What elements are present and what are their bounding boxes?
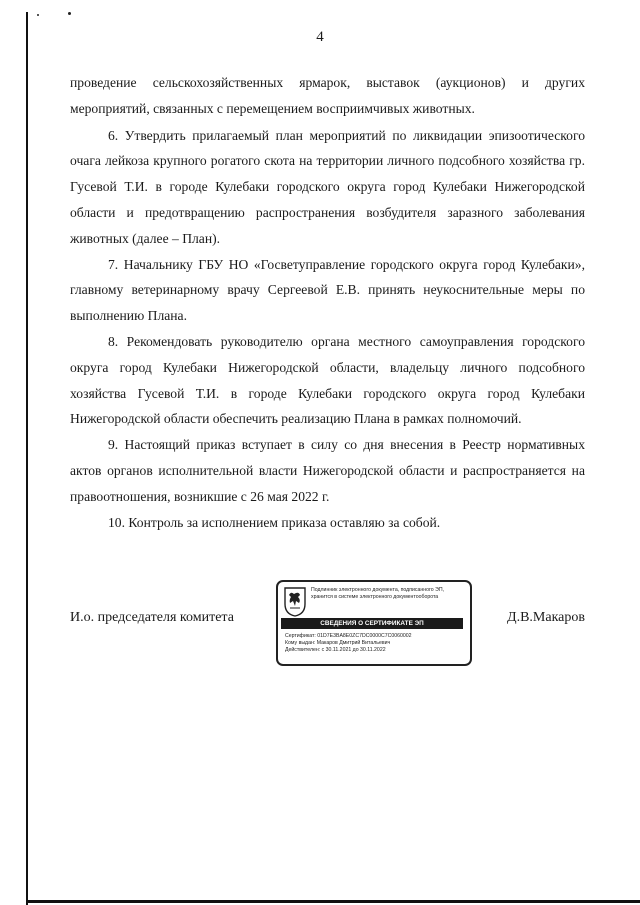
electronic-signature-stamp <box>276 580 472 666</box>
paragraph: 7. Начальнику ГБУ НО «Госветуправление городского округа город Кулебаки», главному ветеринарному врачу Сергеевой Е.В. принять неукоснительные меры по выполнению Плана. <box>70 256 585 324</box>
stamp-heading: СВЕДЕНИЯ О СЕРТИФИКАТЕ ЭП <box>281 618 463 629</box>
scan-edge-left <box>26 12 28 905</box>
paragraph: проведение сельскохозяйственных ярмарок, выставок (аукционов) и других мероприятий, связанных с перемещением восприимчивых животных. <box>70 75 585 116</box>
paragraph: 9. Настоящий приказ вступает в силу со дня внесения в Реестр нормативных актов органов исполнительной власти Нижегородской области и распространяется на правоотношения, возникшие с 26 мая 2022 г. <box>70 437 585 504</box>
stamp-certificate: Сертификат: 01D7E3BA8E0ZC7DC0000C7C0060002 <box>285 633 412 639</box>
paragraph: 8. Рекомендовать руководителю органа местного самоуправления городского округа город Кулебаки Нижегородской области, владельцу личного подсобного хозяйства Гусевой Т.И. в городе Кулебаки городского округа город Кулебаки Нижегородской области обеспечить реализацию Плана в рамках полномочий. <box>70 333 585 427</box>
scan-speck <box>68 12 71 15</box>
signer-name: Д.В.Макаров <box>507 610 585 625</box>
scan-speck <box>37 14 39 16</box>
signature-block <box>70 580 585 665</box>
stamp-issued-to: Кому выдан: Макаров Дмитрий Витальевич <box>285 640 391 646</box>
stamp-validity: Действителен: с 30.11.2021 до 30.11.2022 <box>285 647 386 653</box>
scan-edge-bottom <box>26 900 640 903</box>
coat-of-arms-icon <box>284 587 306 617</box>
paragraph: 10. Контроль за исполнением приказа оставляю за собой. <box>108 514 441 530</box>
paragraph: 6. Утвердить прилагаемый план мероприятий по ликвидации эпизоотического очага лейкоза крупного рогатого скота на территории личного подсобного хозяйства гр. Гусевой Т.И. в городе Кулебаки городского округа город Кулебаки Нижегородской области и предотвращению распространения возбудителя заразного заболевания животных (далее – План). <box>70 127 585 246</box>
page-number: 4 <box>316 29 324 45</box>
document-body <box>70 70 585 535</box>
signer-title: И.о. председателя комитета <box>70 610 234 625</box>
stamp-note: Подлинник электронного документа, подписанного ЭП, хранится в системе электронного документооборота <box>311 587 445 600</box>
